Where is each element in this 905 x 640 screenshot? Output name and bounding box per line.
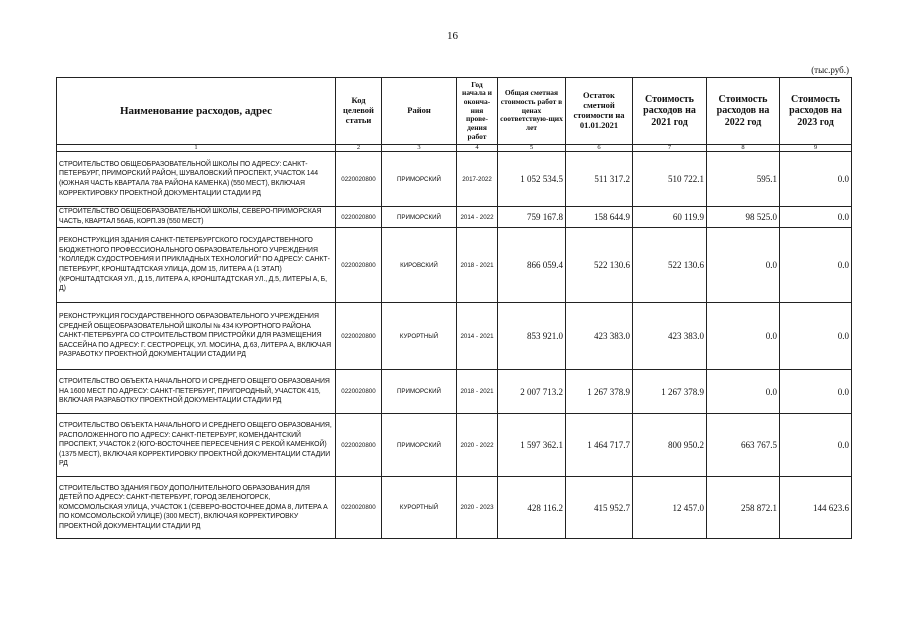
row-code: 0220020800	[336, 303, 382, 370]
row-remaining: 522 130.6	[566, 228, 633, 303]
row-remaining: 1 464 717.7	[566, 414, 633, 477]
row-district: ПРИМОРСКИЙ	[382, 414, 457, 477]
row-district: ПРИМОРСКИЙ	[382, 152, 457, 207]
column-number: 6	[566, 145, 633, 152]
page-number: 16	[447, 30, 458, 42]
column-number: 4	[457, 145, 498, 152]
expenses-table	[56, 77, 852, 539]
row-cost-2023: 0.0	[780, 303, 852, 370]
column-number: 8	[707, 145, 780, 152]
row-cost-2023: 0.0	[780, 207, 852, 228]
row-years: 2020 - 2023	[457, 477, 498, 539]
row-cost-2022: 0.0	[707, 370, 780, 414]
header-cost-2023: Стоимость расходов на 2023 год	[780, 78, 852, 145]
row-name: РЕКОНСТРУКЦИЯ ГОСУДАРСТВЕННОГО ОБРАЗОВАТЕЛЬНОГО УЧРЕЖДЕНИЯ СРЕДНЕЙ ОБЩЕОБРАЗОВАТЕЛЬНОЙ ШКОЛЫ № 434 КУРОРТНОГО РАЙОНА САНКТ-ПЕТЕРБУРГА СО СТРОИТЕЛЬСТВОМ ПРИСТРОЙКИ ДЛЯ РАЗМЕЩЕНИЯ БАССЕЙНА ПО АДРЕСУ: Г. СЕСТРОРЕЦК, УЛ. МОСИНА, Д.63, ЛИТЕРА А, ВКЛЮЧАЯ РАЗРАБОТКУ ПРОЕКТНОЙ ДОКУМЕНТАЦИИ СТАДИИ РД	[57, 303, 336, 370]
column-number-row	[57, 145, 852, 152]
row-name: СТРОИТЕЛЬСТВО ОБЪЕКТА НАЧАЛЬНОГО И СРЕДНЕГО ОБЩЕГО ОБРАЗОВАНИЯ НА 1600 МЕСТ ПО АДРЕСУ: САНКТ-ПЕТЕРБУРГ, ПРИГОРОДНЫЙ, УЧАСТОК 415, ВКЛЮЧАЯ РАЗРАБОТКУ ПРОЕКТНОЙ ДОКУМЕНТАЦИИ СТАДИИ РД	[57, 370, 336, 414]
row-total: 853 921.0	[498, 303, 566, 370]
unit-note: (тыс.руб.)	[811, 65, 849, 75]
row-cost-2022: 0.0	[707, 228, 780, 303]
row-cost-2021: 12 457.0	[633, 477, 707, 539]
row-district: ПРИМОРСКИЙ	[382, 207, 457, 228]
row-cost-2021: 510 722.1	[633, 152, 707, 207]
table-row	[57, 152, 852, 207]
row-years: 2018 - 2021	[457, 370, 498, 414]
header-total: Общая сметная стоимость работ в ценах соответствую-щих лет	[498, 78, 566, 145]
row-years: 2017-2022	[457, 152, 498, 207]
row-remaining: 511 317.2	[566, 152, 633, 207]
row-total: 866 059.4	[498, 228, 566, 303]
column-number: 3	[382, 145, 457, 152]
row-name: РЕКОНСТРУКЦИЯ ЗДАНИЯ САНКТ-ПЕТЕРБУРГСКОГО ГОСУДАРСТВЕННОГО БЮДЖЕТНОГО ПРОФЕССИОНАЛЬНОГО ОБРАЗОВАТЕЛЬНОГО УЧРЕЖДЕНИЯ "КОЛЛЕДЖ СУДОСТРОЕНИЯ И ПРИКЛАДНЫХ ТЕХНОЛОГИЙ" ПО АДРЕСУ: САНКТ-ПЕТЕРБУРГ, КРОНШТАДТСКАЯ УЛИЦА, ДОМ 15, ЛИТЕРА А (1 ЭТАП) (КРОНШТАДТСКАЯ УЛ., Д.15, ЛИТЕРА А, КРОНШТАДТСКАЯ УЛ., Д.5, ЛИТЕРЫ А, Б, Д)	[57, 228, 336, 303]
table-row	[57, 477, 852, 539]
row-years: 2018 - 2021	[457, 228, 498, 303]
row-code: 0220020800	[336, 477, 382, 539]
table-row	[57, 414, 852, 477]
header-district: Район	[382, 78, 457, 145]
table-row	[57, 370, 852, 414]
row-cost-2022: 663 767.5	[707, 414, 780, 477]
row-cost-2021: 800 950.2	[633, 414, 707, 477]
row-cost-2023: 0.0	[780, 414, 852, 477]
row-total: 2 007 713.2	[498, 370, 566, 414]
table-row	[57, 228, 852, 303]
row-district: ПРИМОРСКИЙ	[382, 370, 457, 414]
header-cost-2022: Стоимость расходов на 2022 год	[707, 78, 780, 145]
row-total: 1 052 534.5	[498, 152, 566, 207]
header-remaining: Остаток сметной стоимости на 01.01.2021	[566, 78, 633, 145]
row-code: 0220020800	[336, 152, 382, 207]
row-name: СТРОИТЕЛЬСТВО ОБЩЕОБРАЗОВАТЕЛЬНОЙ ШКОЛЫ, СЕВЕРО-ПРИМОРСКАЯ ЧАСТЬ, КВАРТАЛ 56АБ, КОРП.39 (550 МЕСТ)	[57, 207, 336, 228]
column-number: 7	[633, 145, 707, 152]
row-code: 0220020800	[336, 370, 382, 414]
row-cost-2023: 0.0	[780, 228, 852, 303]
row-district: КУРОРТНЫЙ	[382, 303, 457, 370]
row-name: СТРОИТЕЛЬСТВО ОБЪЕКТА НАЧАЛЬНОГО И СРЕДНЕГО ОБЩЕГО ОБРАЗОВАНИЯ, РАСПОЛОЖЕННОГО ПО АДРЕСУ: САНКТ-ПЕТЕРБУРГ, КОМЕНДАНТСКИЙ ПРОСПЕКТ, УЧАСТОК 2 (ЮГО-ВОСТОЧНЕЕ ПЕРЕСЕЧЕНИЯ С РЕКОЙ КАМЕНКОЙ) (1375 МЕСТ), ВКЛЮЧАЯ КОРРЕКТИРОВКУ ПРОЕКТНОЙ ДОКУМЕНТАЦИИ СТАДИИ РД	[57, 414, 336, 477]
row-cost-2022: 98 525.0	[707, 207, 780, 228]
row-years: 2020 - 2022	[457, 414, 498, 477]
header-years: Год начала и оконча-ния прове-дения работ	[457, 78, 498, 145]
row-remaining: 158 644.9	[566, 207, 633, 228]
row-years: 2014 - 2022	[457, 207, 498, 228]
header-name: Наименование расходов, адрес	[57, 78, 336, 145]
header-cost-2021: Стоимость расходов на 2021 год	[633, 78, 707, 145]
row-name: СТРОИТЕЛЬСТВО ЗДАНИЯ ГБОУ ДОПОЛНИТЕЛЬНОГО ОБРАЗОВАНИЯ ДЛЯ ДЕТЕЙ ПО АДРЕСУ: САНКТ-ПЕТЕРБУРГ, ГОРОД ЗЕЛЕНОГОРСК, КОМСОМОЛЬСКАЯ УЛИЦА, УЧАСТОК 1 (СЕВЕРО-ВОСТОЧНЕЕ ДОМА 8, ЛИТЕРА А ПО КОМСОМОЛЬСКОЙ УЛИЦЕ) (300 МЕСТ), ВКЛЮЧАЯ КОРРЕКТИРОВКУ ПРОЕКТНОЙ ДОКУМЕНТАЦИИ СТАДИИ РД	[57, 477, 336, 539]
row-cost-2022: 258 872.1	[707, 477, 780, 539]
row-name: СТРОИТЕЛЬСТВО ОБЩЕОБРАЗОВАТЕЛЬНОЙ ШКОЛЫ ПО АДРЕСУ: САНКТ-ПЕТЕРБУРГ, ПРИМОРСКИЙ РАЙОН, ШУВАЛОВСКИЙ ПРОСПЕКТ, УЧАСТОК 144 (ЮЖНАЯ ЧАСТЬ КВАРТАЛА 78А РАЙОНА КАМЕНКА) (550 МЕСТ), ВКЛЮЧАЯ КОРРЕКТИРОВКУ ПРОЕКТНОЙ ДОКУМЕНТАЦИИ СТАДИИ РД	[57, 152, 336, 207]
table-row	[57, 303, 852, 370]
row-district: КУРОРТНЫЙ	[382, 477, 457, 539]
row-cost-2023: 0.0	[780, 152, 852, 207]
row-cost-2021: 1 267 378.9	[633, 370, 707, 414]
column-number: 5	[498, 145, 566, 152]
row-total: 759 167.8	[498, 207, 566, 228]
row-remaining: 415 952.7	[566, 477, 633, 539]
row-cost-2021: 522 130.6	[633, 228, 707, 303]
row-remaining: 423 383.0	[566, 303, 633, 370]
column-number: 9	[780, 145, 852, 152]
column-number: 2	[336, 145, 382, 152]
row-code: 0220020800	[336, 207, 382, 228]
row-cost-2021: 423 383.0	[633, 303, 707, 370]
row-cost-2022: 0.0	[707, 303, 780, 370]
row-total: 428 116.2	[498, 477, 566, 539]
row-cost-2021: 60 119.9	[633, 207, 707, 228]
header-code: Код целевой статьи	[336, 78, 382, 145]
row-remaining: 1 267 378.9	[566, 370, 633, 414]
column-number: 1	[57, 145, 336, 152]
table-row	[57, 207, 852, 228]
row-cost-2023: 144 623.6	[780, 477, 852, 539]
row-years: 2014 - 2021	[457, 303, 498, 370]
table-header-row	[57, 78, 852, 145]
row-cost-2022: 595.1	[707, 152, 780, 207]
row-code: 0220020800	[336, 414, 382, 477]
row-code: 0220020800	[336, 228, 382, 303]
row-total: 1 597 362.1	[498, 414, 566, 477]
row-cost-2023: 0.0	[780, 370, 852, 414]
row-district: КИРОВСКИЙ	[382, 228, 457, 303]
